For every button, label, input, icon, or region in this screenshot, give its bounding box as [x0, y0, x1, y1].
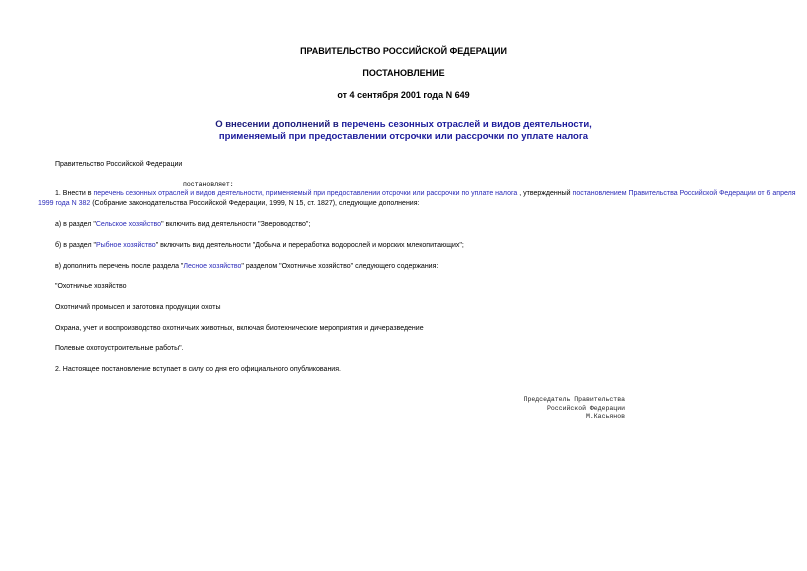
signature-line-2: Российской Федерации — [546, 404, 625, 412]
section-line-4: Полевые охотоустроительные работы". — [55, 345, 184, 352]
paragraph-2: 2. Настоящее постановление вступает в силу со дня его официального опубликования. — [55, 366, 341, 373]
p1-suffix: (Собрание законодательства Российской Федерации, 1999, N 15, ст. 1827), следующие дополнения: — [90, 200, 420, 207]
paragraph-1 — [38, 189, 798, 209]
item-b — [55, 241, 464, 251]
p1-link-list[interactable]: перечень сезонных отраслей и видов деятельности, применяемый при предоставлении отсрочки или рассрочки по уплате налога — [93, 190, 518, 197]
item-c-link[interactable]: Лесное хозяйство — [183, 263, 242, 270]
section-line-3: Охрана, учет и воспроизводство охотничьих животных, включая биотехнические мероприятия и дичеразведение — [55, 325, 424, 332]
section-line-2: Охотничий промысел и заготовка продукции охоты — [55, 304, 221, 311]
document-type: ПОСТАНОВЛЕНИЕ — [362, 68, 445, 78]
p1-prefix: 1. Внести в — [55, 190, 94, 197]
title-link[interactable]: перечень сезонных отраслей и видов деятельности, — [341, 119, 592, 130]
government-heading: ПРАВИТЕЛЬСТВО РОССИЙСКОЙ ФЕДЕРАЦИИ — [300, 46, 507, 56]
item-b-link[interactable]: Рыбное хозяйство — [95, 242, 156, 249]
item-a — [55, 220, 310, 230]
item-a-suffix: " включить вид деятельности "Звероводство"; — [161, 221, 311, 228]
decree-word: постановляет: — [183, 181, 234, 188]
item-c-prefix: в) дополнить перечень после раздела " — [55, 263, 184, 270]
signature-line-1: Председатель Правительства — [523, 396, 625, 403]
date-number: от 4 сентября 2001 года N 649 — [337, 90, 470, 100]
item-b-prefix: б) в раздел " — [55, 242, 96, 249]
item-a-link[interactable]: Сельское хозяйство — [95, 221, 162, 228]
item-c — [55, 262, 438, 272]
item-a-prefix: а) в раздел " — [55, 221, 96, 228]
intro-text: Правительство Российской Федерации — [55, 161, 183, 168]
section-line-1: "Охотничье хозяйство — [55, 283, 127, 290]
p1-link-decree[interactable]: постановлением Правительства Российской Федерации от 6 апреля 1999 года N 382 — [38, 190, 796, 207]
document-title — [0, 119, 807, 143]
title-prefix: О внесении дополнений в — [215, 119, 342, 130]
title-line2[interactable]: применяемый при предоставлении отсрочки или рассрочки по уплате налога — [218, 131, 589, 142]
signature-line-3: М.Касьянов — [585, 413, 625, 420]
item-b-suffix: " включить вид деятельности "Добыча и переработка водорослей и морских млекопитающих"; — [155, 242, 464, 249]
item-c-suffix: " разделом "Охотничье хозяйство" следующего содержания: — [241, 263, 439, 270]
signature-block — [470, 396, 625, 422]
p1-middle: , утвержденный — [517, 190, 573, 197]
